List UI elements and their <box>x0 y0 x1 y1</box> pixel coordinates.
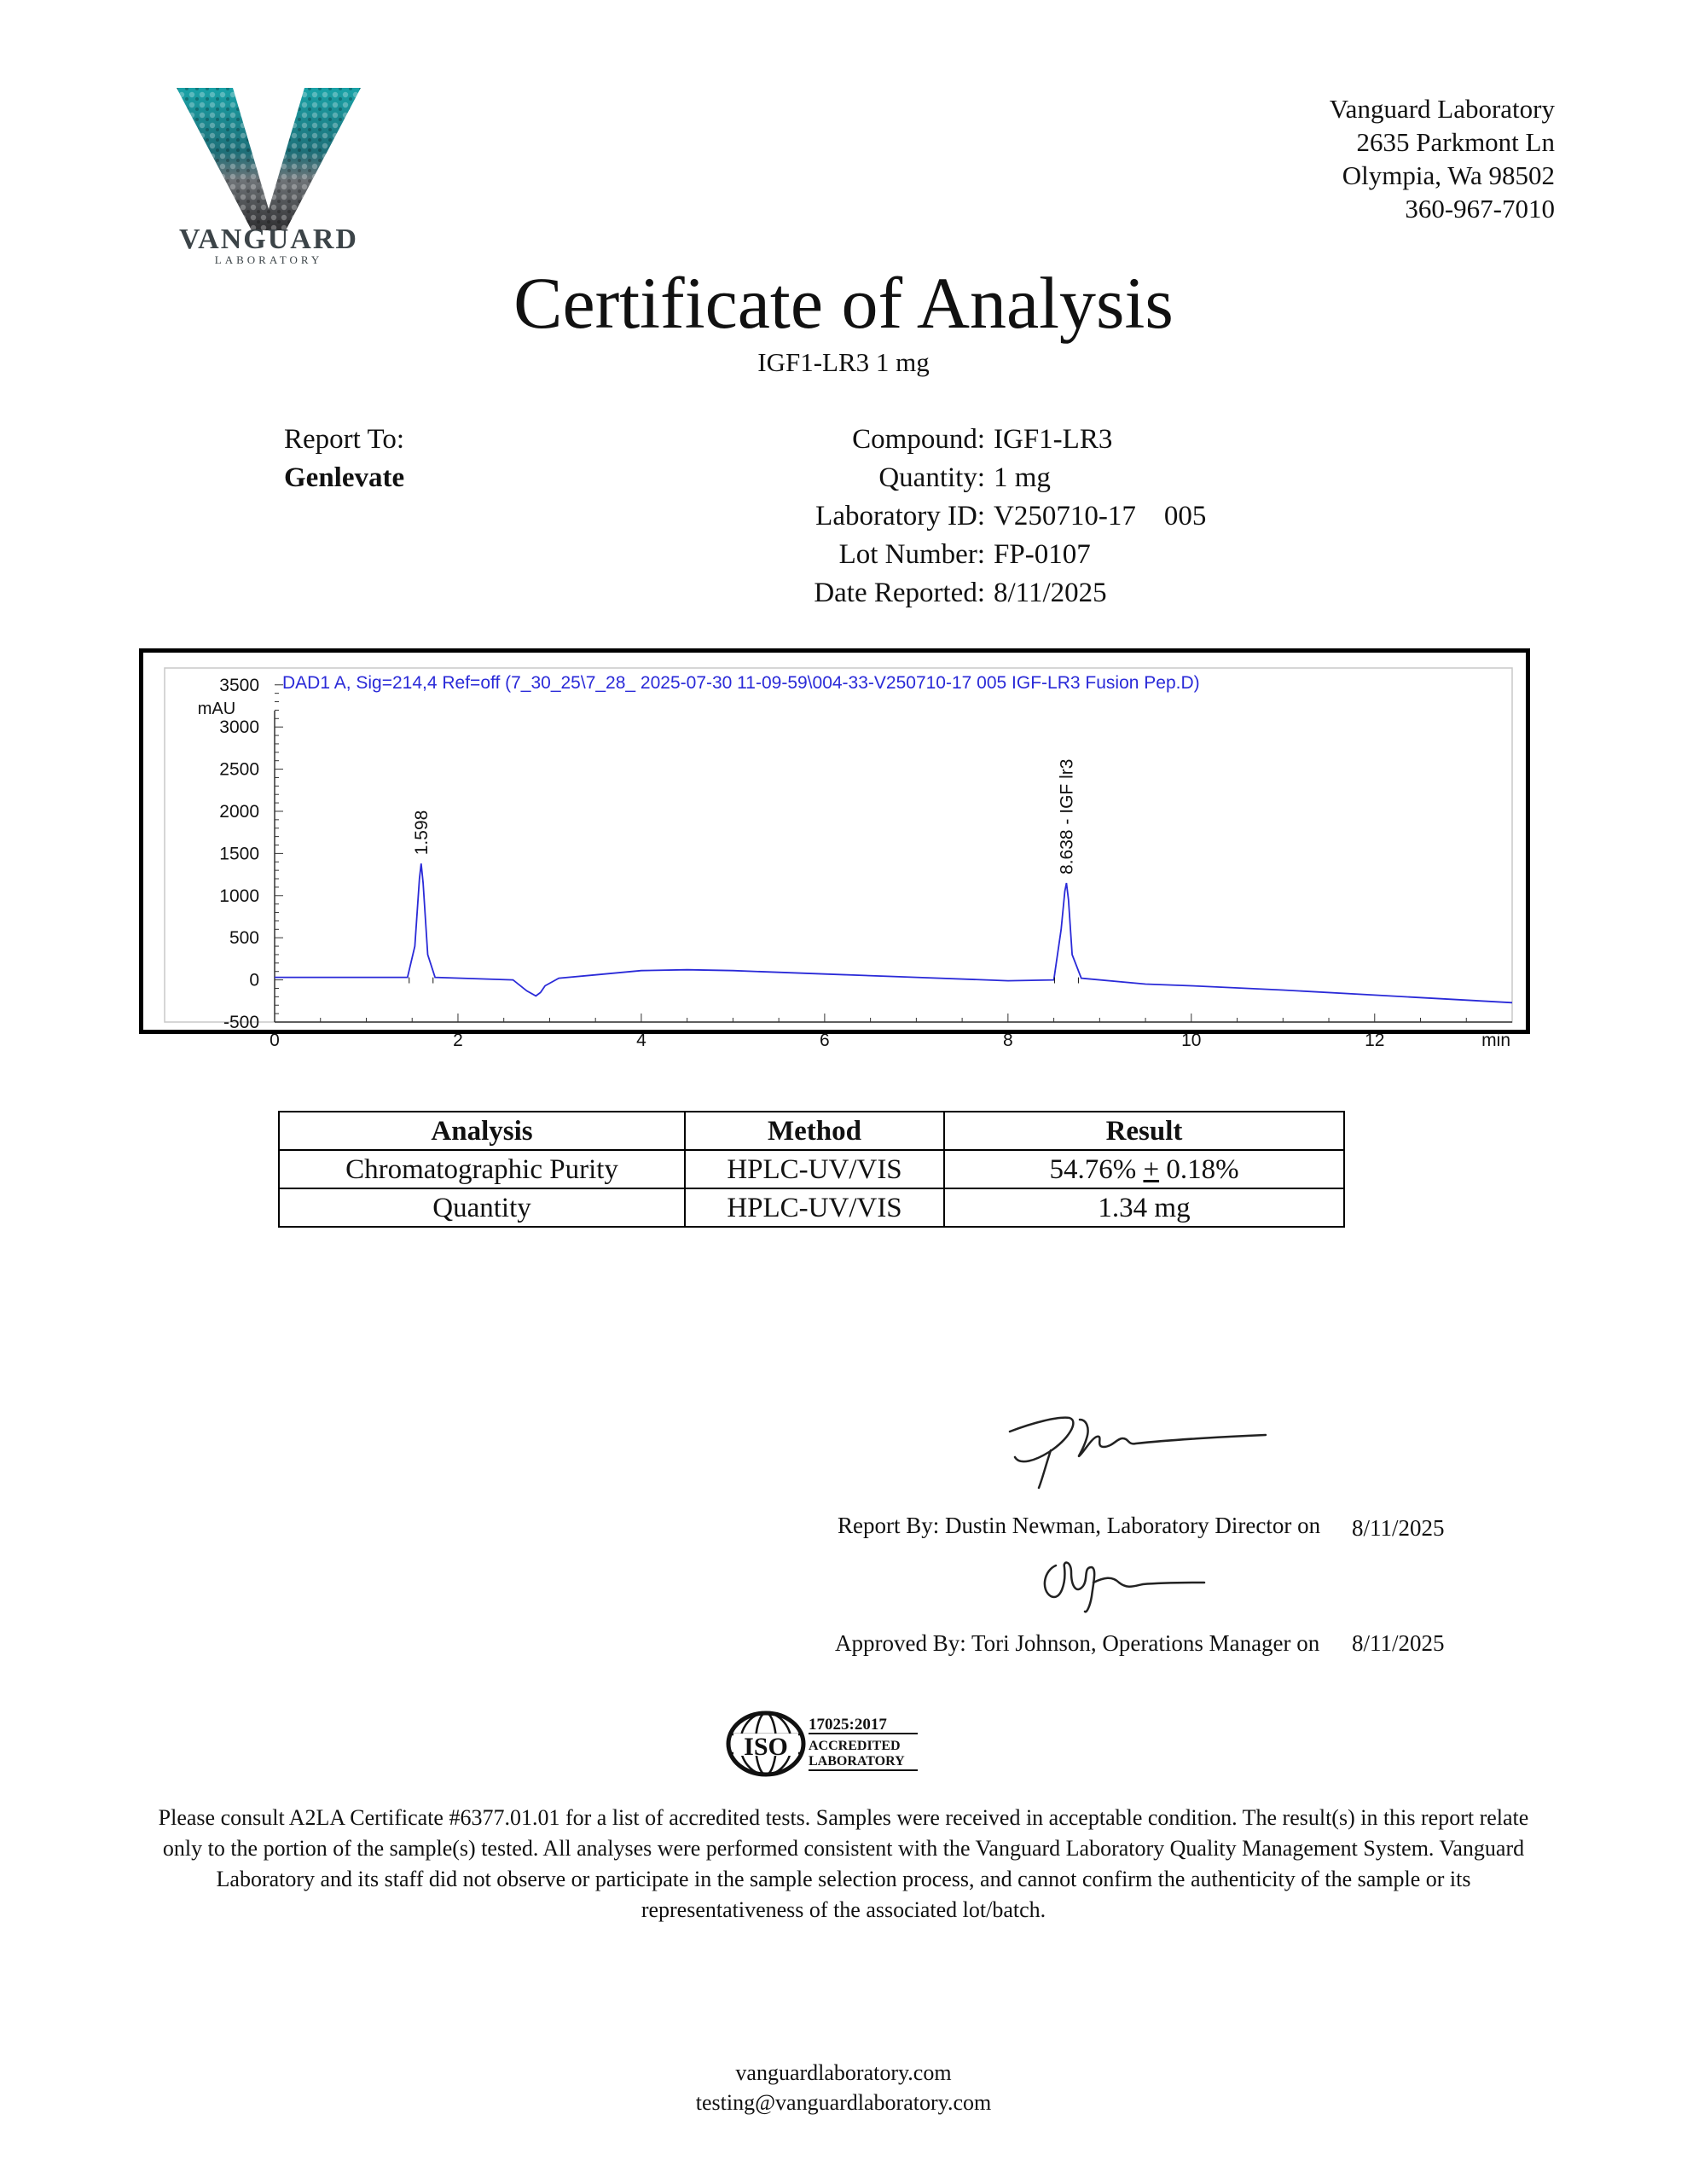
chromatogram-frame <box>139 648 1530 1050</box>
y-tick-label: 3000 <box>219 717 259 738</box>
director-signature-image <box>998 1399 1279 1493</box>
result-uncertainty: 0.18% <box>1159 1153 1239 1185</box>
lab-name: Vanguard Laboratory <box>1329 94 1555 124</box>
info-value: 1 mg <box>994 462 1051 493</box>
lab-phone: 360-967-7010 <box>1405 194 1555 224</box>
vanguard-logo <box>158 81 380 269</box>
y-tick-label: 1000 <box>219 886 259 906</box>
document-title: Certificate of Analysis <box>513 262 1174 344</box>
x-axis-label: min <box>1481 1031 1510 1050</box>
y-tick-label: 3500 <box>219 675 259 695</box>
info-value: FP-0107 <box>994 539 1091 570</box>
svg-text:17025:2017: 17025:2017 <box>809 1716 887 1734</box>
table-header-row <box>279 1112 1344 1150</box>
cell-analysis: Quantity <box>279 1188 685 1227</box>
info-key: Date Reported: <box>814 578 985 608</box>
y-tick-label: 2500 <box>219 759 259 780</box>
table-row <box>279 1150 1344 1188</box>
y-tick-label: 2000 <box>219 801 259 822</box>
x-tick-label: 12 <box>1365 1031 1385 1050</box>
y-tick-label: -500 <box>223 1013 259 1032</box>
iso-accreditation-badge <box>723 1711 919 1777</box>
info-value: 8/11/2025 <box>994 578 1107 608</box>
manager-signature-image <box>1032 1548 1220 1617</box>
document-subtitle: IGF1-LR3 1 mg <box>757 347 930 377</box>
cell-method: HPLC-UV/VIS <box>685 1150 944 1188</box>
info-key: Lot Number: <box>838 539 985 570</box>
table-row <box>279 1188 1344 1227</box>
chart-title: DAD1 A, Sig=214,4 Ref=off (7_30_25\7_28_ 2025-07-30 11-09-59\004-33-V250710-17 005 IGF-LR3 Fusion Pep.D) <box>282 673 1200 693</box>
x-tick-label: 8 <box>1003 1031 1013 1050</box>
svg-text:VANGUARD: VANGUARD <box>179 224 358 255</box>
y-axis-label: mAU <box>197 700 236 718</box>
svg-text:ISO: ISO <box>744 1733 788 1761</box>
y-tick-label: 500 <box>229 928 259 949</box>
disclaimer-text: Please consult A2LA Certificate #6377.01.01 for a list of accredited tests. Samples were received in acceptable condition. The result(s) in this report relate only to the portion of the sample(s) tested. All analyses were performed consistent with the Vanguard Laboratory Quality Management System. Vanguard Laboratory and its staff did not observe or participate in the sample selection process, and cannot confirm the authenticity of the sample or its representativeness of the associated lot/batch. <box>158 1805 1529 1922</box>
approved-by-date: 8/11/2025 <box>1352 1630 1445 1656</box>
svg-text:ACCREDITED: ACCREDITED <box>809 1739 901 1753</box>
info-key: Quantity: <box>878 462 985 493</box>
footer-website[interactable]: vanguardlaboratory.com <box>735 2060 952 2085</box>
plot-border <box>165 668 1512 1022</box>
approved-by-line: Approved By: Tori Johnson, Operations Manager on <box>835 1630 1320 1656</box>
cell-result <box>944 1150 1344 1188</box>
cell-analysis: Chromatographic Purity <box>279 1150 685 1188</box>
x-tick-label: 10 <box>1181 1031 1202 1050</box>
y-tick-label: 0 <box>249 970 259 990</box>
report-to-name: Genlevate <box>284 462 405 493</box>
lab-city: Olympia, Wa 98502 <box>1342 160 1555 190</box>
info-value: V250710-17 005 <box>994 501 1207 531</box>
y-tick-label: 1500 <box>219 844 259 864</box>
footer-email[interactable]: testing@vanguardlaboratory.com <box>695 2090 992 2115</box>
lab-street: 2635 Parkmont Ln <box>1356 127 1555 157</box>
result-value: 1.34 mg <box>1098 1192 1191 1223</box>
x-tick-label: 6 <box>820 1031 830 1050</box>
header-analysis: Analysis <box>279 1112 685 1150</box>
report-to-label: Report To: <box>284 424 404 455</box>
footer <box>0 2058 1687 2117</box>
peak-label: 8.638 - IGF lr3 <box>1057 758 1077 874</box>
x-tick-label: 4 <box>636 1031 646 1050</box>
svg-text:LABORATORY: LABORATORY <box>214 253 323 266</box>
chromatogram-trace-0 <box>275 863 1512 1002</box>
svg-text:LABORATORY: LABORATORY <box>809 1754 905 1769</box>
info-key: Laboratory ID: <box>815 501 985 531</box>
lab-address <box>1330 92 1555 225</box>
report-by-date: 8/11/2025 <box>1352 1515 1445 1541</box>
peak-label: 1.598 <box>411 810 432 856</box>
report-by-line: Report By: Dustin Newman, Laboratory Director on <box>838 1513 1321 1538</box>
plus-minus-sign: + <box>1143 1153 1160 1185</box>
header-method: Method <box>685 1112 944 1150</box>
info-value: IGF1-LR3 <box>994 424 1113 455</box>
result-value: 54.76% <box>1049 1153 1144 1185</box>
results-table <box>278 1111 1345 1228</box>
header-result: Result <box>944 1112 1344 1150</box>
cell-method: HPLC-UV/VIS <box>685 1188 944 1227</box>
cell-result <box>944 1188 1344 1227</box>
x-tick-label: 2 <box>453 1031 463 1050</box>
x-tick-label: 0 <box>270 1031 280 1050</box>
chromatogram-chart <box>143 653 1526 1050</box>
info-key: Compound: <box>852 424 985 455</box>
